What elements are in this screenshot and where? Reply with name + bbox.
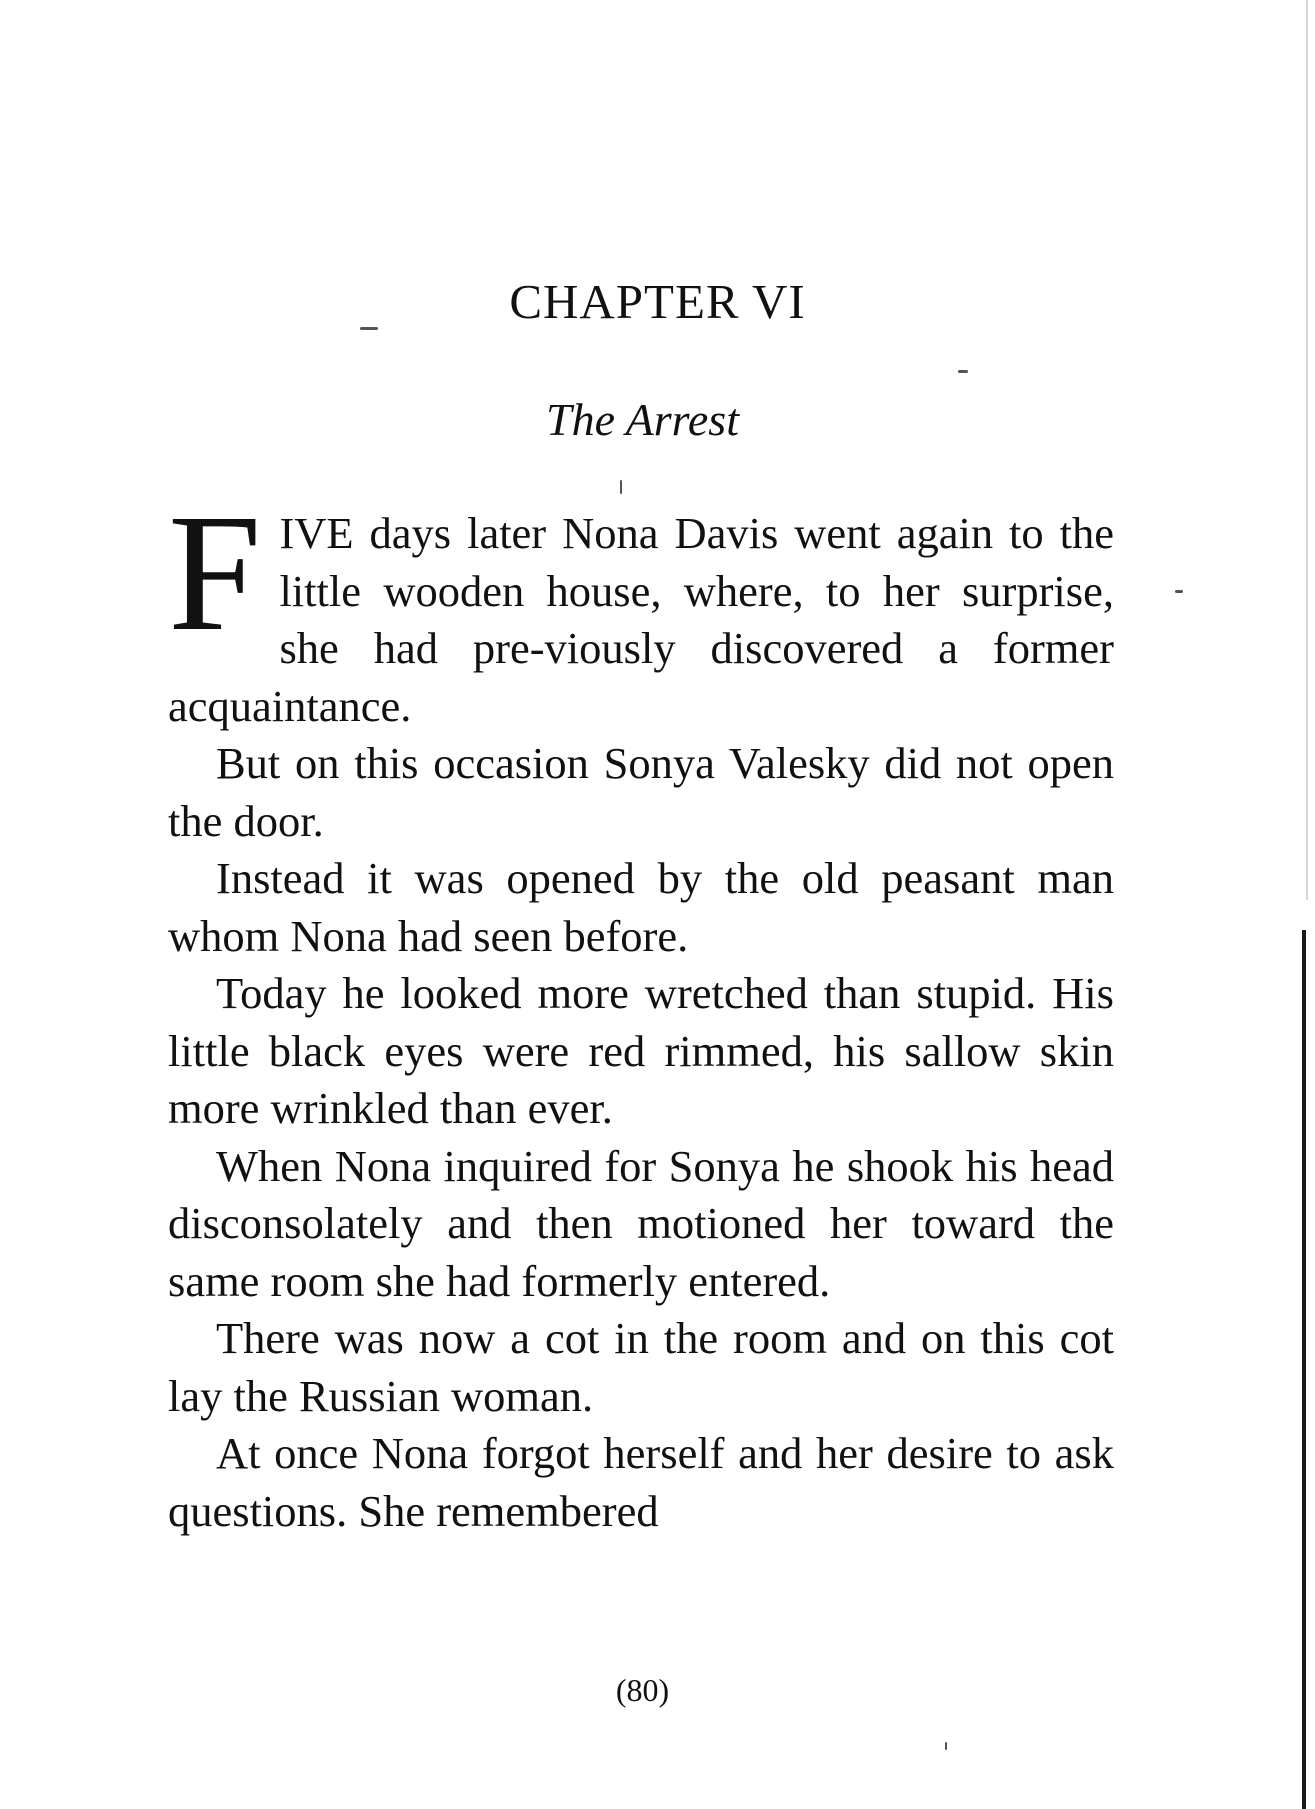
chapter-heading: CHAPTER VI	[509, 274, 806, 329]
scan-speck	[620, 480, 622, 494]
page-edge-shadow	[1306, 0, 1308, 900]
chapter-subtitle: The Arrest	[546, 394, 739, 445]
scan-speck	[945, 1742, 947, 1750]
scan-speck	[360, 327, 378, 330]
page-edge-binding	[1302, 930, 1306, 1809]
paragraph-6: There was now a cot in the room and on this cot lay the Russian woman.	[168, 1313, 1114, 1421]
paragraph-7: At once Nona forgot herself and her desire to ask questions. She remembered	[168, 1428, 1114, 1536]
paragraph-5: When Nona inquired for Sonya he shook his head disconsolately and then motioned her toward the same room she had formerly entered.	[168, 1140, 1114, 1306]
paragraph-4: Today he looked more wretched than stupid. His little black eyes were red rimmed, his sallow skin more wrinkled than ever.	[168, 968, 1114, 1133]
paragraph-3: Instead it was opened by the old peasant man whom Nona had seen before.	[168, 853, 1114, 961]
page-number: (80)	[615, 1672, 670, 1708]
drop-cap: F	[168, 480, 262, 666]
paragraph-1	[168, 480, 1114, 735]
scan-speck	[958, 370, 968, 373]
paragraph-2: But on this occasion Sonya Valesky did not open the door.	[168, 738, 1114, 846]
chapter-body	[168, 480, 1114, 1540]
scan-speck	[1175, 590, 1183, 593]
paragraph-1-text: IVE days later Nona Davis went again to the little wooden house, where, to her surprise, she had pre-viously discovered a former acquaintance.	[168, 508, 1114, 731]
